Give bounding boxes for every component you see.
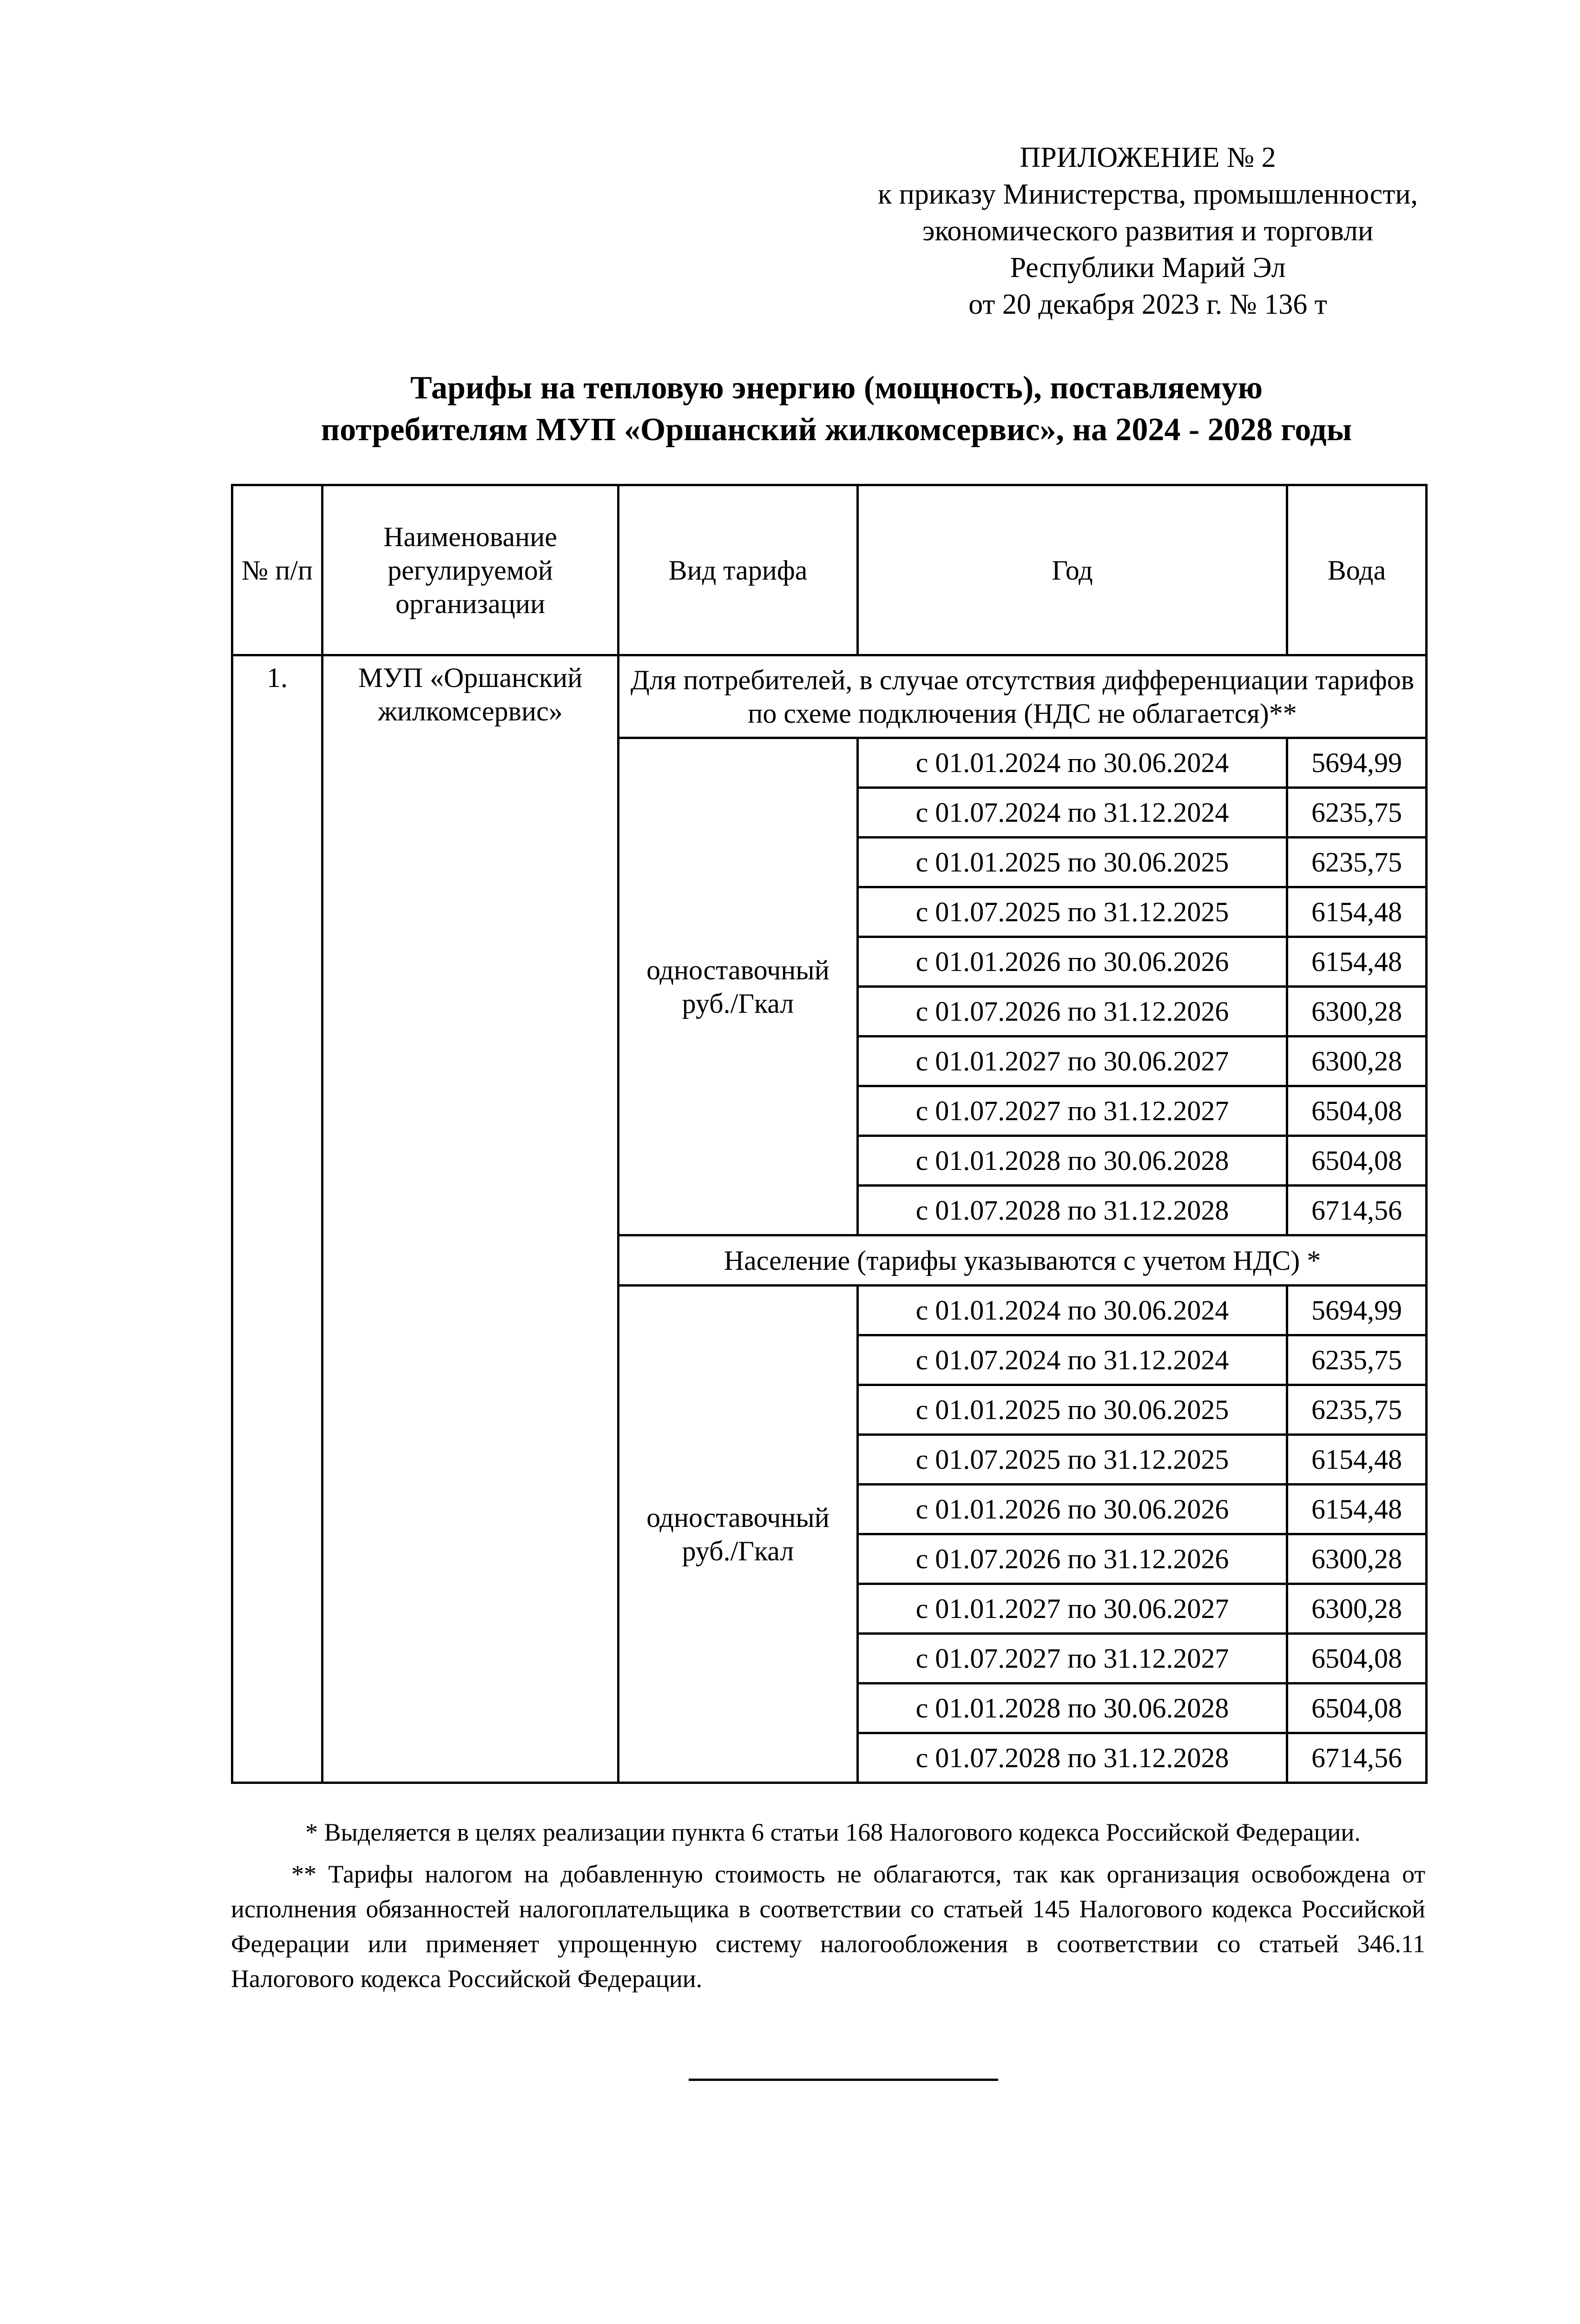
water-tariff-value: 6154,48 xyxy=(1287,1485,1427,1534)
period-cell: с 01.01.2025 по 30.06.2025 xyxy=(858,838,1287,887)
water-tariff-value: 6714,56 xyxy=(1287,1186,1427,1235)
appendix-number: ПРИЛОЖЕНИЕ № 2 xyxy=(1020,142,1276,173)
period-cell: с 01.01.2026 по 30.06.2026 xyxy=(858,1485,1287,1534)
water-tariff-value: 6300,28 xyxy=(1287,1037,1427,1086)
order-reference-line: Республики Марий Эл xyxy=(1010,252,1286,284)
col-header-tariff-type: Вид тарифа xyxy=(619,485,858,655)
water-tariff-value: 6300,28 xyxy=(1287,1584,1427,1634)
water-tariff-value: 6714,56 xyxy=(1287,1733,1427,1783)
period-cell: с 01.01.2024 по 30.06.2024 xyxy=(858,1286,1287,1335)
period-cell: с 01.07.2026 по 31.12.2026 xyxy=(858,1534,1287,1584)
water-tariff-value: 6154,48 xyxy=(1287,1435,1427,1485)
water-tariff-value: 6300,28 xyxy=(1287,1534,1427,1584)
order-reference-line: экономического развития и торговли xyxy=(922,215,1374,247)
col-header-water: Вода xyxy=(1287,485,1427,655)
organization-name: МУП «Оршанский жилкомсервис» xyxy=(323,655,619,1783)
period-cell: с 01.07.2026 по 31.12.2026 xyxy=(858,987,1287,1037)
water-tariff-value: 6235,75 xyxy=(1287,788,1427,838)
col-header-number: № п/п xyxy=(232,485,323,655)
water-tariff-value: 6504,08 xyxy=(1287,1136,1427,1186)
period-cell: с 01.07.2024 по 31.12.2024 xyxy=(858,788,1287,838)
tariff-type: одноставочный руб./Гкал xyxy=(619,738,858,1235)
water-tariff-value: 6504,08 xyxy=(1287,1086,1427,1136)
period-cell: с 01.07.2025 по 31.12.2025 xyxy=(858,1435,1287,1485)
period-cell: с 01.01.2024 по 30.06.2024 xyxy=(858,738,1287,788)
water-tariff-value: 6235,75 xyxy=(1287,1385,1427,1435)
section-heading: Население (тарифы указываются с учетом НДС) * xyxy=(619,1235,1427,1286)
water-tariff-value: 6300,28 xyxy=(1287,987,1427,1037)
water-tariff-value: 5694,99 xyxy=(1287,1286,1427,1335)
water-tariff-value: 6504,08 xyxy=(1287,1634,1427,1684)
col-header-organization: Наименование регулируемой организации xyxy=(323,485,619,655)
water-tariff-value: 5694,99 xyxy=(1287,738,1427,788)
appendix-header xyxy=(836,139,1459,323)
water-tariff-value: 6235,75 xyxy=(1287,1335,1427,1385)
period-cell: с 01.01.2027 по 30.06.2027 xyxy=(858,1037,1287,1086)
section-heading-row xyxy=(232,655,1427,738)
tariff-table xyxy=(231,484,1428,1784)
title-line: потребителям МУП «Оршанский жилкомсервис», на 2024 - 2028 годы xyxy=(321,412,1352,448)
row-number: 1. xyxy=(232,655,323,1783)
period-cell: с 01.07.2028 по 31.12.2028 xyxy=(858,1186,1287,1235)
period-cell: с 01.07.2027 по 31.12.2027 xyxy=(858,1086,1287,1136)
period-cell: с 01.01.2025 по 30.06.2025 xyxy=(858,1385,1287,1435)
tariff-type: одноставочный руб./Гкал xyxy=(619,1286,858,1783)
water-tariff-value: 6154,48 xyxy=(1287,887,1427,937)
period-cell: с 01.07.2025 по 31.12.2025 xyxy=(858,887,1287,937)
order-reference-line: к приказу Министерства, промышленности, xyxy=(877,178,1418,210)
water-tariff-value: 6154,48 xyxy=(1287,937,1427,987)
period-cell: с 01.01.2027 по 30.06.2027 xyxy=(858,1584,1287,1634)
document-title xyxy=(139,367,1534,451)
period-cell: с 01.01.2028 по 30.06.2028 xyxy=(858,1136,1287,1186)
water-tariff-value: 6504,08 xyxy=(1287,1684,1427,1733)
order-date-number: от 20 декабря 2023 г. № 136 т xyxy=(968,289,1327,320)
end-separator-line xyxy=(689,2079,998,2081)
period-cell: с 01.01.2028 по 30.06.2028 xyxy=(858,1684,1287,1733)
table-header-row xyxy=(232,485,1427,655)
footnote-vat: * Выделяется в целях реализации пункта 6 статьи 168 Налогового кодекса Российской Федерации. xyxy=(305,1818,1361,1846)
section-heading: Для потребителей, в случае отсутствия дифференциации тарифов по схеме подключения (НДС не облагается)** xyxy=(619,655,1427,738)
col-header-period: Год xyxy=(858,485,1287,655)
title-line: Тарифы на тепловую энергию (мощность), поставляемую xyxy=(410,370,1263,406)
period-cell: с 01.07.2027 по 31.12.2027 xyxy=(858,1634,1287,1684)
water-tariff-value: 6235,75 xyxy=(1287,838,1427,887)
footnote-vat-exempt: ** Тарифы налогом на добавленную стоимость не облагаются, так как организация освобождена от исполнения обязанностей налогоплательщика в соответствии со статьей 145 Налогового кодекса Российской Федерации или применяет упрощенную систему налогообложения в соответствии со статьей 346.11 Налогового кодекса Российской Федерации. xyxy=(231,1860,1425,1993)
period-cell: с 01.07.2028 по 31.12.2028 xyxy=(858,1733,1287,1783)
period-cell: с 01.07.2024 по 31.12.2024 xyxy=(858,1335,1287,1385)
period-cell: с 01.01.2026 по 30.06.2026 xyxy=(858,937,1287,987)
